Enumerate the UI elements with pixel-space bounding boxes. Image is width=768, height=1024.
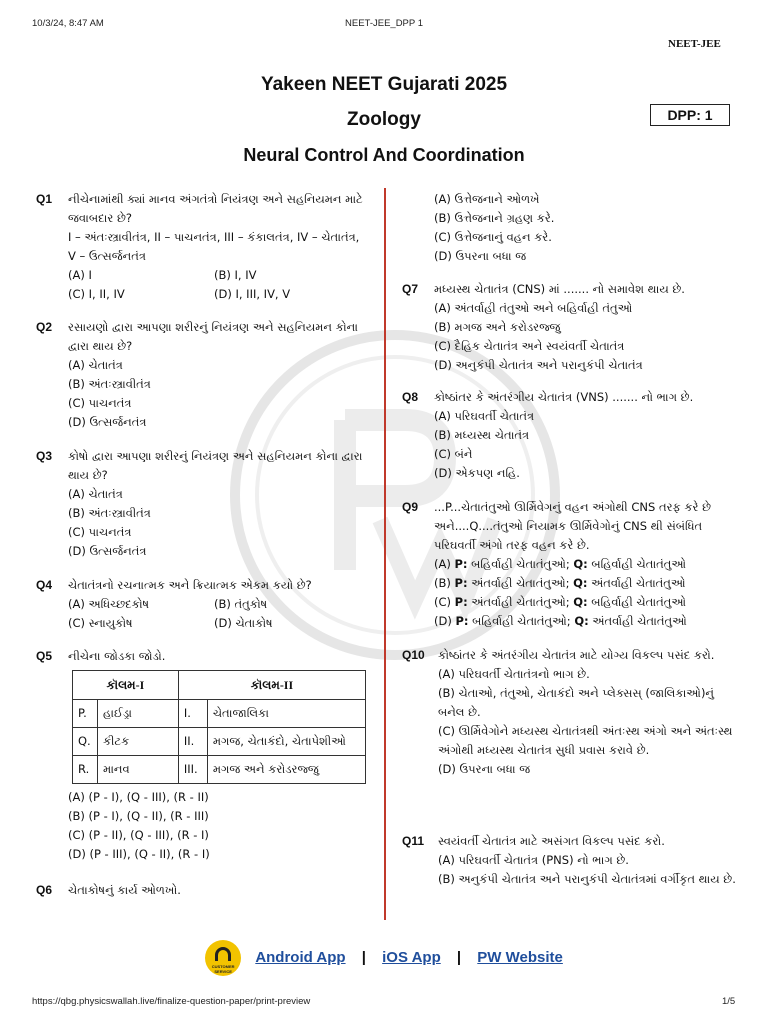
question-text: ...P...ચેતાતંતુઓ ઊર્મિવેગનું વહન અંગોથી CNS તરફ કરે છે અને....Q....તંતુઓ નિયામક ઊર્મિવેગોનું CNS થી સંબંધિત પરિઘવર્તી અંગો તરફ વહન કરે છે. (434, 500, 712, 552)
question-text: કોષ્ઠાંતર કે અંતરંગીય ચેતાતંત્ર (VNS) ....... નો ભાગ છે. (434, 390, 694, 404)
option-b[interactable]: (B) ચેતાઓ, તંતુઓ, ચેતાકંદો અને પ્લેક્સસ્ (જાલિકાઓ)નું બનેલ છે. (438, 686, 714, 719)
question-text: રસાયણો દ્વારા આપણા શરીરનું નિયંત્રણ અને સહનિયમન કોના દ્વારા થાય છે? (68, 320, 358, 353)
option-a[interactable]: (A) પરિઘવર્તી ચેતાતંત્રનો ભાગ છે. (438, 667, 590, 681)
option-d[interactable]: (D) ઉપરના બધા જ (438, 762, 531, 776)
option-d[interactable]: (D) ઉપરના બધા જ (434, 249, 527, 263)
option-d[interactable]: (D) અનુકંપી ચેતાતંત્ર અને પરાનુકંપી ચેતાતંત્ર (434, 358, 643, 372)
q-value: બહિર્વાહી ચેતાતંતુઓ (587, 595, 686, 609)
question-text: કોષો દ્વારા આપણા શરીરનું નિયંત્રણ અને સહનિયમન કોના દ્વારા થાય છે? (68, 449, 363, 482)
question-q6 (36, 881, 366, 900)
question-q8 (402, 388, 738, 483)
option-b[interactable]: (B) ઉત્તેજનાને ગ્રહણ કરે. (434, 211, 555, 225)
p-value: અંતર્વાહી ચેતાતંતુઓ; (467, 595, 574, 609)
q-value: અંતર્વાહી ચેતાતંતુઓ (588, 614, 687, 628)
question-number: Q6 (36, 883, 53, 897)
q-label: Q: (573, 557, 588, 571)
p-label: P: (454, 595, 468, 609)
option-b[interactable]: (B) I, IV (214, 268, 257, 282)
p-value: બહિર્વાહી ચેતાતંતુઓ; (467, 557, 574, 571)
column-divider (384, 188, 386, 920)
question-list: I – અંતઃસ્ત્રાવીતંત્ર, II – પાચનતંત્ર, III – કંકાલતંત્ર, IV – ચેતાતંત્ર, V – ઉત્સર્જનતંત્ર (68, 230, 360, 263)
print-doc-title: NEET-JEE_DPP 1 (345, 18, 423, 29)
question-text: ચેતાકોષનું કાર્ય ઓળખો. (68, 883, 181, 897)
question-q10 (402, 646, 738, 779)
question-q7 (402, 280, 738, 375)
option-c[interactable]: (C) બંને (434, 447, 473, 461)
subject-title: Zoology (347, 109, 421, 130)
separator: | (456, 948, 462, 966)
question-number: Q3 (36, 449, 53, 463)
pw-website-link[interactable]: PW Website (477, 948, 563, 966)
p-label: P: (454, 557, 468, 571)
option-b[interactable]: (B) અંતઃસ્ત્રાવીતંત્ર (68, 506, 151, 520)
question-q2 (36, 318, 366, 432)
option-prefix: (D) (434, 614, 456, 628)
option-prefix: (C) (434, 595, 455, 609)
row-key: III. (178, 756, 207, 784)
android-app-link[interactable]: Android App (255, 948, 346, 966)
option-b[interactable]: (B) અનુકંપી ચેતાતંત્ર અને પરાનુકંપી ચેતાતંત્રમાં વર્ગીકૃત થાય છે. (438, 872, 736, 886)
question-q6-options (402, 190, 738, 266)
option-b[interactable]: (B) મગજ અને કરોડરજ્જુ (434, 320, 561, 334)
question-number: Q9 (402, 500, 419, 514)
row-value: કીટક (98, 728, 179, 756)
question-q11 (402, 832, 738, 889)
option-d[interactable]: (D) I, III, IV, V (214, 287, 291, 301)
row-value: માનવ (98, 756, 179, 784)
q-value: બહિર્વાહી ચેતાતંતુઓ (587, 557, 687, 571)
option-d[interactable]: (D) ઉત્સર્જનતંત્ર (68, 415, 147, 429)
option-c[interactable]: (C) ઊર્મિવેગોને મધ્યસ્થ ચેતાતંત્રથી અંતઃસ્થ અંગો અને અંતઃસ્થ અંગોથી મધ્યસ્થ ચેતાતંત્ર સુધી પ્રવાસ કરાવે છે. (438, 724, 733, 757)
question-q1 (36, 190, 366, 304)
question-text: કોષ્ઠાંતર કે અંતરંગીય ચેતાતંત્ર માટે યોગ્ય વિકલ્પ પસંદ કરો. (438, 648, 715, 662)
option-c[interactable]: (C) ઉત્તેજનાનું વહન કરે. (434, 230, 552, 244)
option-a[interactable]: (A) I (68, 268, 92, 282)
row-key: P. (73, 700, 98, 728)
option-a[interactable]: (A) અંતર્વાહી તંતુઓ અને બહિર્વાહી તંતુઓ (434, 301, 633, 315)
option-d[interactable] (434, 612, 738, 631)
option-a[interactable]: (A) ચેતાતંત્ર (68, 358, 123, 372)
option-a[interactable]: (A) ઉત્તેજનાને ઓળખે (434, 192, 540, 206)
option-a[interactable]: (A) (P - I), (Q - III), (R - II) (68, 790, 209, 804)
row-key: Q. (73, 728, 98, 756)
question-number: Q1 (36, 192, 53, 206)
p-value: અંતર્વાહી ચેતાતંતુઓ; (467, 576, 574, 590)
ios-app-link[interactable]: iOS App (382, 948, 441, 966)
question-text: નીચેના જોડકા જોડો. (68, 649, 166, 663)
option-d[interactable]: (D) એકપણ નહિ. (434, 466, 520, 480)
q-label: Q: (573, 595, 588, 609)
option-a[interactable]: (A) ચેતાતંત્ર (68, 487, 123, 501)
question-number: Q8 (402, 390, 419, 404)
customer-service-icon (205, 940, 241, 976)
table-row (73, 700, 366, 728)
row-key: II. (178, 728, 207, 756)
option-d[interactable]: (D) ઉત્સર્જનતંત્ર (68, 544, 147, 558)
table-row (73, 756, 366, 784)
question-q9 (402, 498, 738, 631)
row-value: ચેતાજાલિકા (207, 700, 365, 728)
column-1-header: કૉલમ-I (73, 671, 179, 700)
print-url: https://qbg.physicswallah.live/finalize-question-paper/print-preview (32, 996, 311, 1007)
option-c[interactable]: (C) સ્નાયુકોષ (68, 616, 133, 630)
row-value: મગજ, ચેતાકંદો, ચેતાપેશીઓ (207, 728, 365, 756)
print-page-number: 1/5 (722, 996, 736, 1007)
chapter-title: Neural Control And Coordination (243, 145, 525, 165)
option-c[interactable]: (C) (P - II), (Q - III), (R - I) (68, 828, 209, 842)
option-prefix: (A) (434, 557, 455, 571)
option-b[interactable]: (B) મધ્યસ્થ ચેતાતંત્ર (434, 428, 530, 442)
row-value: મગજ અને કરોડરજ્જુ (207, 756, 365, 784)
question-q4 (36, 576, 366, 633)
footer-links (0, 940, 768, 976)
option-a[interactable]: (A) પરિઘવર્તી ચેતાતંત્ર (PNS) નો ભાગ છે. (438, 853, 629, 867)
question-number: Q2 (36, 320, 53, 334)
print-datetime: 10/3/24, 8:47 AM (32, 18, 104, 29)
column-2-header: કૉલમ-II (178, 671, 365, 700)
option-a[interactable] (434, 555, 738, 574)
option-c[interactable]: (C) દૈહિક ચેતાતંત્ર અને સ્વયંવર્તી ચેતાતંત્ર (434, 339, 625, 353)
table-row (73, 728, 366, 756)
option-b[interactable]: (B) તંતુકોષ (214, 597, 268, 611)
match-table (72, 670, 366, 784)
option-b[interactable]: (B) (P - I), (Q - II), (R - III) (68, 809, 209, 823)
badge-text: CUSTOMER SERVICE (211, 964, 235, 974)
question-number: Q10 (402, 648, 425, 662)
separator: | (361, 948, 366, 966)
p-label: P: (455, 614, 469, 628)
option-a[interactable]: (A) અધિચ્છદકોષ (68, 597, 150, 611)
option-a[interactable]: (A) પરિઘવર્તી ચેતાતંત્ર (434, 409, 535, 423)
option-b[interactable] (434, 574, 738, 593)
question-number: Q7 (402, 282, 419, 296)
page-title: Yakeen NEET Gujarati 2025 (260, 74, 508, 95)
question-text: નીચેનામાંથી ક્યાં માનવ અંગતંત્રો નિયંત્રણ અને સહનિયમન માટે જવાબદાર છે? (68, 192, 363, 225)
row-key: I. (178, 700, 207, 728)
question-q3 (36, 447, 366, 561)
option-c[interactable] (434, 593, 738, 612)
question-number: Q11 (402, 834, 425, 848)
option-b[interactable]: (B) અંતઃસ્ત્રાવીતંત્ર (68, 377, 151, 391)
q-value: અંતર્વાહી ચેતાતંતુઓ (587, 576, 686, 590)
row-key: R. (73, 756, 98, 784)
q-label: Q: (573, 576, 588, 590)
p-label: P: (454, 576, 468, 590)
option-d[interactable]: (D) (P - III), (Q - II), (R - I) (68, 847, 210, 861)
dpp-badge: DPP: 1 (650, 104, 730, 126)
option-c[interactable]: (C) I, II, IV (68, 287, 125, 301)
question-number: Q5 (36, 649, 53, 663)
option-c[interactable]: (C) પાચનતંત્ર (68, 396, 132, 410)
q-label: Q: (574, 614, 589, 628)
question-number: Q4 (36, 578, 53, 592)
p-value: બહિર્વાહી ચેતાતંતુઓ; (468, 614, 575, 628)
question-q5 (36, 647, 366, 864)
option-prefix: (B) (434, 576, 455, 590)
question-text: સ્વયંવર્તી ચેતાતંત્ર માટે અસંગત વિકલ્પ પસંદ કરો. (438, 834, 665, 848)
option-d[interactable]: (D) ચેતાકોષ (214, 616, 273, 630)
question-text: મધ્યસ્થ ચેતાતંત્ર (CNS) માં ....... નો સમાવેશ થાય છે. (434, 282, 685, 296)
row-value: હાઈડ્રા (98, 700, 179, 728)
brand-label: NEET-JEE (668, 38, 721, 50)
option-c[interactable]: (C) પાચનતંત્ર (68, 525, 132, 539)
question-text: ચેતાતંત્રનો રચનાત્મક અને ક્રિયાત્મક એકમ કયો છે? (68, 578, 312, 592)
